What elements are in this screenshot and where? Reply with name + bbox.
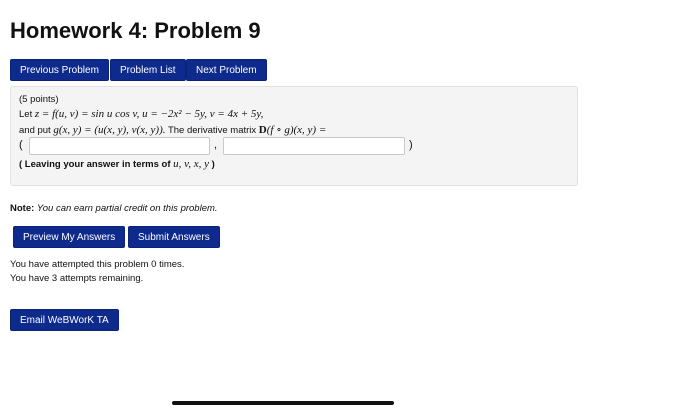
note-text: You can earn partial credit on this problem. [36, 203, 218, 214]
preview-answers-button[interactable]: Preview My Answers [13, 226, 125, 248]
email-ta-button[interactable]: Email WeBWorK TA [10, 309, 119, 331]
hint-variables: u, v, x, y [173, 158, 209, 170]
derivative-operator: D [258, 124, 267, 136]
problem-list-button[interactable]: Problem List [110, 59, 186, 81]
comma-separator: , [214, 139, 218, 151]
answer-hint [19, 158, 215, 170]
hint-text: ( Leaving your answer in terms of [19, 159, 171, 170]
answer-input-2[interactable] [223, 137, 405, 155]
home-indicator[interactable] [172, 401, 394, 405]
close-paren: ) [409, 139, 413, 151]
g-definition: g(x, y) = (u(x, y), v(x, y)). [53, 124, 166, 136]
composition-expression: (f ∘ g)(x, y) = [266, 124, 327, 136]
derivative-text: The derivative matrix [167, 125, 257, 136]
partial-credit-note [10, 203, 218, 214]
line1-prefix: Let [19, 109, 33, 120]
function-definition: z = f(u, v) = sin u cos v, u = −2x² − 5y, v = 4x + 5y, [34, 108, 264, 120]
problem-points: (5 points) [19, 94, 59, 105]
page-title: Homework 4: Problem 9 [10, 18, 261, 43]
note-label: Note: [10, 203, 35, 214]
answer-input-1[interactable] [29, 137, 210, 155]
problem-statement-line-1 [19, 108, 263, 120]
attempts-made: You have attempted this problem 0 times. [10, 259, 185, 270]
submit-answers-button[interactable]: Submit Answers [128, 226, 220, 248]
previous-problem-button[interactable]: Previous Problem [10, 59, 109, 81]
next-problem-button[interactable]: Next Problem [186, 59, 267, 81]
problem-statement-line-2 [19, 123, 326, 136]
open-paren: ( [19, 139, 23, 151]
problem-box [10, 86, 578, 186]
attempts-remaining: You have 3 attempts remaining. [10, 273, 144, 284]
hint-close: ) [211, 159, 215, 170]
line2-prefix: and put [19, 125, 51, 136]
